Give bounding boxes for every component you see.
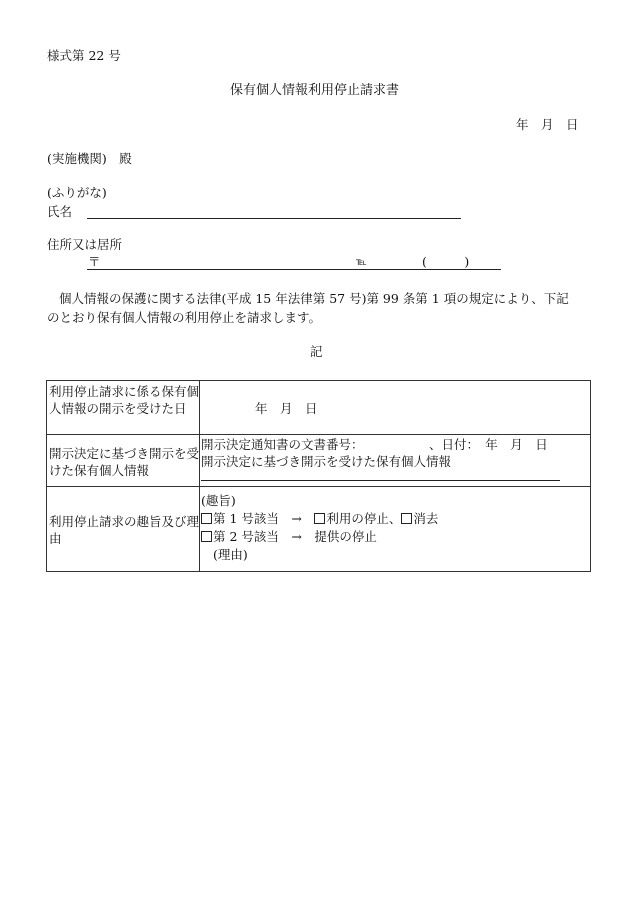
disclosed-info-label: 開示決定に基づき開示を受けた保有個人情報 — [201, 454, 452, 469]
body-line-1: 個人情報の保護に関する法律(平成 15 年法律第 57 号)第 99 条第 1 項の規定により、下記 — [59, 291, 569, 306]
name-label: 氏名 — [47, 204, 73, 219]
row3-value-cell[interactable] — [200, 487, 591, 572]
option1-checkbox[interactable] — [201, 513, 212, 524]
row1-label: 利用停止請求に係る保有個人情報の開示を受けた日 — [47, 381, 200, 435]
doc-number-label: 開示決定通知書の文書番号： — [201, 437, 364, 452]
tel-label: ℡ — [356, 257, 367, 268]
address-label: 住所又は居所 — [47, 237, 123, 252]
row3-label: 利用停止請求の趣旨及び理由 — [47, 487, 200, 572]
table-row — [47, 435, 591, 487]
request-table — [46, 380, 591, 572]
option1-line — [201, 513, 438, 526]
row1-date[interactable]: 年 月 日 — [255, 401, 318, 416]
postal-mark: 〒 — [88, 254, 101, 269]
option1-label: 第 1 号該当 → — [213, 511, 315, 526]
table-row — [47, 487, 591, 572]
row2-value-cell[interactable] — [200, 435, 591, 487]
row1-value-cell[interactable] — [200, 381, 591, 435]
reason-heading: (理由) — [213, 547, 248, 562]
option2-label: 第 2 号該当 → 提供の停止 — [213, 529, 377, 544]
name-field-line[interactable] — [87, 218, 461, 219]
addressee[interactable]: (実施機関) 殿 — [47, 151, 132, 166]
tel-paren[interactable]: ( ) — [422, 254, 470, 269]
table-row — [47, 381, 591, 435]
body-line-2: のとおり保有個人情報の利用停止を請求します。 — [47, 310, 322, 325]
stop-use-label: 利用の停止、 — [326, 511, 402, 526]
option2-line — [201, 531, 377, 544]
furigana-label: (ふりがな) — [47, 185, 107, 200]
erase-checkbox[interactable] — [401, 513, 412, 524]
option2-checkbox[interactable] — [201, 531, 212, 542]
erase-label: 消去 — [413, 511, 439, 526]
disclosed-info-line[interactable] — [201, 480, 560, 481]
address-field-line[interactable] — [87, 269, 501, 270]
form-number: 様式第 22 号 — [47, 48, 121, 63]
purpose-heading: (趣旨) — [201, 493, 236, 508]
date-line[interactable]: 年 月 日 — [516, 117, 579, 132]
ki-heading: 記 — [310, 344, 323, 359]
stop-use-checkbox[interactable] — [314, 513, 325, 524]
row2-label: 開示決定に基づき開示を受けた保有個人情報 — [47, 435, 200, 487]
page-title: 保有個人情報利用停止請求書 — [230, 83, 400, 98]
disclosure-date-label: 、日付： 年 月 日 — [429, 437, 548, 452]
